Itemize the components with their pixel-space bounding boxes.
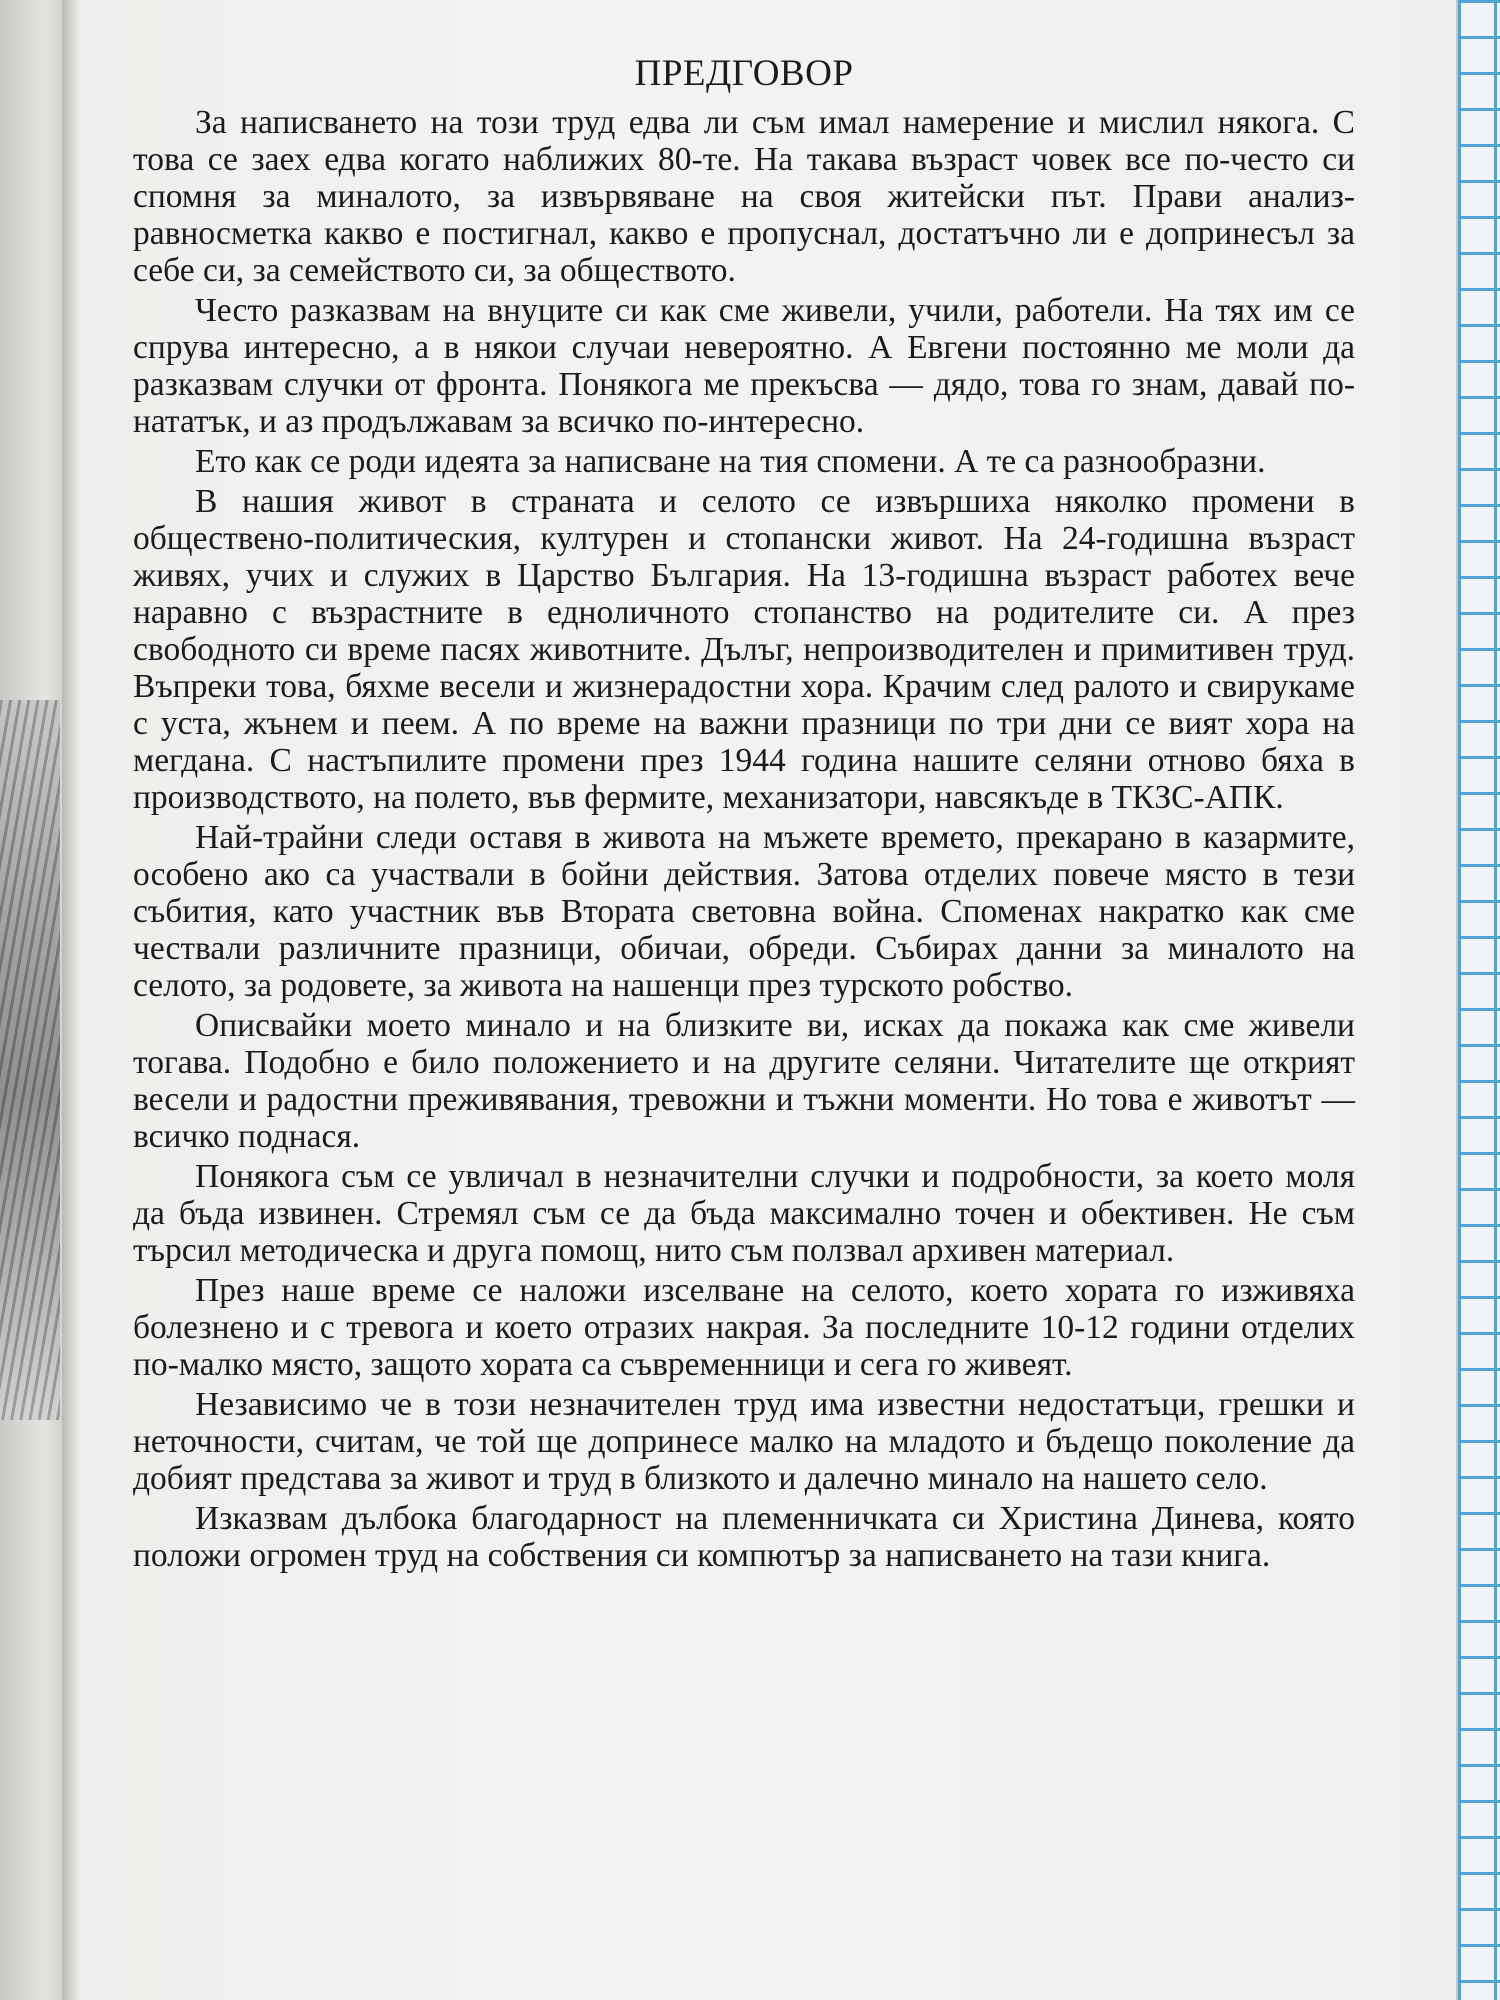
page-content xyxy=(133,50,1355,1577)
paragraph: Понякога съм се увличал в незначителни случки и подробности, за което моля да бъда извинен. Стремял съм се да бъда максимално точен и обективен. Не съм търсил методическа и друга помощ, нито съм ползвал архивен материал. xyxy=(133,1158,1355,1269)
paragraph: Най-трайни следи оставя в живота на мъжете времето, прекарано в казармите, особено ако са участвали в бойни действия. Затова отделих повече място в тези събития, като участник във Втората световна война. Споменах накратко как сме чествали различните празници, обичаи, обреди. Събирах данни за миналото на селото, за родовете, за живота на нашенци през турското робство. xyxy=(133,819,1355,1004)
paragraph: Често разказвам на внуците си как сме живели, учили, работели. На тях им се спрува интересно, а в някои случаи невероятно. А Евгени постоянно ме моли да разказвам случки от фронта. Понякога ме прекъсва — дядо, това го знам, давай по-нататък, и аз продължавам за всичко по-интересно. xyxy=(133,292,1355,440)
paragraph: Независимо че в този незначителен труд има известни недостатъци, грешки и неточности, считам, че той ще допринесе малко на младото и бъдещо поколение да добият представа за живот и труд в близкото и далечно минало на нашето село. xyxy=(133,1386,1355,1497)
paragraph: Изказвам дълбока благодарност на племенничката си Христина Динева, която положи огромен труд на собствения си компютър за написването на тази книга. xyxy=(133,1500,1355,1574)
page-title: ПРЕДГОВОР xyxy=(634,53,854,94)
paragraph: През наше време се наложи изселване на селото, което хората го изживяха болезнено и с тревога и което отразих накрая. За последните 10-12 години отделих по-малко място, защото хората са съвременници и сега го живеят. xyxy=(133,1272,1355,1383)
paragraph: Ето как се роди идеята за написване на тия спомени. А те са разнообразни. xyxy=(195,443,1266,480)
paragraph: В нашия живот в страната и селото се извършиха няколко промени в обществено-политическия, културен и стопански живот. На 24-годишна възраст живях, учих и служих в Царство България. На 13-годишна възраст работех вече наравно с възрастните в едноличното стопанство на родителите си. А през свободното си време пасях животните. Дълъг, непроизводителен и примитивен труд. Въпреки това, бяхме весели и жизнерадостни хора. Крачим след ралото и свирукаме с уста, жънем и пеем. А по време на важни празници по три дни се вият хора на мегдана. С настъпилите промени през 1944 година нашите селяни отново бяха в производството, на полето, във фермите, механизатори, навсякъде в ТКЗС-АПК. xyxy=(133,483,1355,816)
book-gutter xyxy=(62,0,80,2000)
grid-paper-edge xyxy=(1456,0,1500,2000)
photo-fragment xyxy=(0,700,60,1420)
paragraph: Описвайки моето минало и на близките ви, исках да покажа как сме живели тогава. Подобно е било положението и на другите селяни. Читателите ще открият весели и радостни преживявания, тревожни и тъжни моменти. Но това е животът — всичко поднася. xyxy=(133,1007,1355,1155)
paragraph: За написването на този труд едва ли съм имал намерение и мислил някога. С това се заех едва когато наближих 80-те. На такава възраст човек все по-често си спомня за миналото, за извървяване на своя житейски път. Прави анализ-равносметка какво е постигнал, какво е пропуснал, достатъчно ли е допринесъл за себе си, за семейството си, за обществото. xyxy=(133,104,1355,289)
previous-page xyxy=(0,0,62,2000)
